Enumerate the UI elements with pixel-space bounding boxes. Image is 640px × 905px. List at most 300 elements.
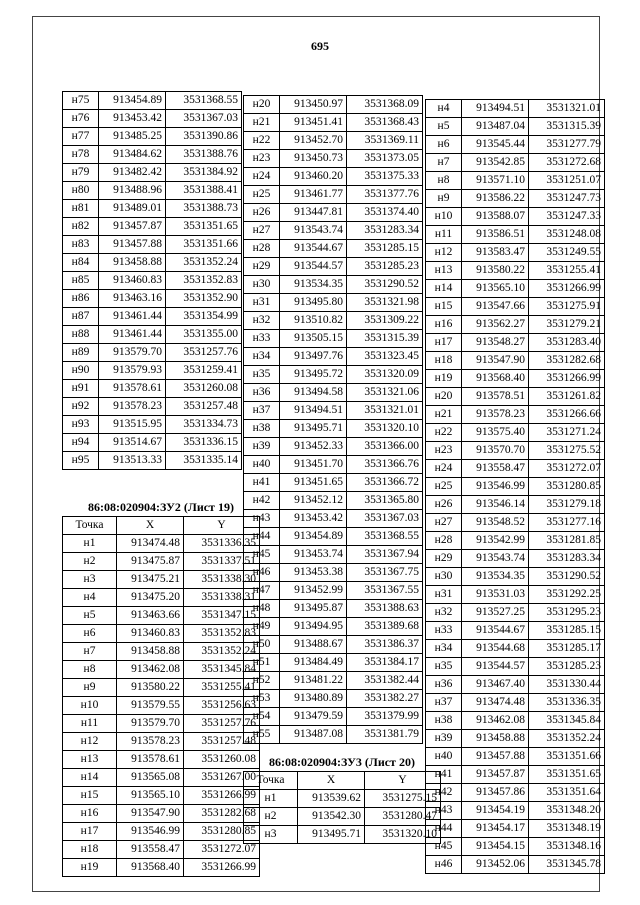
point-id-cell: н95 bbox=[63, 452, 99, 470]
point-id-cell: н92 bbox=[63, 398, 99, 416]
table-row bbox=[426, 856, 605, 874]
point-id-cell: н9 bbox=[426, 190, 462, 208]
x-coordinate-cell: 913485.25 bbox=[99, 128, 166, 146]
x-coordinate-cell: 913474.48 bbox=[117, 535, 184, 553]
point-id-cell: н37 bbox=[244, 402, 280, 420]
table-row bbox=[244, 600, 423, 618]
y-coordinate-cell: 3531352.83 bbox=[184, 625, 260, 643]
x-coordinate-cell: 913575.40 bbox=[462, 424, 529, 442]
table-row bbox=[63, 823, 260, 841]
y-coordinate-cell: 3531283.34 bbox=[529, 550, 605, 568]
point-id-cell: н15 bbox=[426, 298, 462, 316]
point-id-cell: н78 bbox=[63, 146, 99, 164]
table-row bbox=[244, 636, 423, 654]
y-coordinate-cell: 3531283.40 bbox=[529, 334, 605, 352]
y-coordinate-cell: 3531368.09 bbox=[347, 96, 423, 114]
point-id-cell: н22 bbox=[244, 132, 280, 150]
point-id-cell: н86 bbox=[63, 290, 99, 308]
table-row bbox=[426, 262, 605, 280]
table-row bbox=[426, 532, 605, 550]
point-id-cell: н32 bbox=[426, 604, 462, 622]
coordinates-table bbox=[243, 95, 423, 744]
y-coordinate-cell: 3531337.51 bbox=[184, 553, 260, 571]
page-number: 695 bbox=[311, 39, 329, 53]
x-coordinate-cell: 913484.62 bbox=[99, 146, 166, 164]
x-coordinate-cell: 913562.27 bbox=[462, 316, 529, 334]
point-id-cell: н84 bbox=[63, 254, 99, 272]
y-coordinate-cell: 3531285.15 bbox=[529, 622, 605, 640]
point-id-cell: н85 bbox=[63, 272, 99, 290]
x-coordinate-cell: 913580.22 bbox=[117, 679, 184, 697]
point-id-cell: н11 bbox=[426, 226, 462, 244]
x-coordinate-cell: 913531.03 bbox=[462, 586, 529, 604]
point-id-cell: н31 bbox=[244, 294, 280, 312]
y-coordinate-cell: 3531354.99 bbox=[166, 308, 242, 326]
x-coordinate-cell: 913495.71 bbox=[280, 420, 347, 438]
point-id-cell: н91 bbox=[63, 380, 99, 398]
y-coordinate-cell: 3531348.20 bbox=[529, 802, 605, 820]
point-id-cell: н7 bbox=[426, 154, 462, 172]
x-coordinate-cell: 913488.96 bbox=[99, 182, 166, 200]
point-id-cell: н18 bbox=[63, 841, 117, 859]
point-id-cell: н23 bbox=[244, 150, 280, 168]
y-coordinate-cell: 3531336.35 bbox=[529, 694, 605, 712]
table-row bbox=[244, 808, 441, 826]
table-row bbox=[244, 474, 423, 492]
coordinates-column-1 bbox=[62, 91, 260, 877]
x-coordinate-cell: 913460.83 bbox=[99, 272, 166, 290]
y-coordinate-cell: 3531368.55 bbox=[166, 92, 242, 110]
x-coordinate-cell: 913462.08 bbox=[117, 661, 184, 679]
table-row bbox=[244, 312, 423, 330]
table-row bbox=[63, 164, 242, 182]
point-id-cell: н80 bbox=[63, 182, 99, 200]
x-coordinate-cell: 913451.70 bbox=[280, 456, 347, 474]
point-id-cell: н31 bbox=[426, 586, 462, 604]
y-coordinate-cell: 3531347.15 bbox=[184, 607, 260, 625]
x-coordinate-cell: 913513.33 bbox=[99, 452, 166, 470]
table-row bbox=[244, 672, 423, 690]
point-id-cell: н42 bbox=[244, 492, 280, 510]
x-coordinate-cell: 913482.42 bbox=[99, 164, 166, 182]
point-id-cell: н34 bbox=[244, 348, 280, 366]
x-coordinate-cell: 913451.65 bbox=[280, 474, 347, 492]
y-coordinate-cell: 3531388.76 bbox=[166, 146, 242, 164]
y-coordinate-cell: 3531279.21 bbox=[529, 316, 605, 334]
y-coordinate-cell: 3531352.83 bbox=[166, 272, 242, 290]
table-row bbox=[426, 100, 605, 118]
x-coordinate-cell: 913544.67 bbox=[462, 622, 529, 640]
table-row bbox=[426, 694, 605, 712]
table-row bbox=[63, 146, 242, 164]
y-header: Y bbox=[184, 517, 260, 535]
table-row bbox=[426, 712, 605, 730]
y-coordinate-cell: 3531290.52 bbox=[529, 568, 605, 586]
point-id-cell: н17 bbox=[426, 334, 462, 352]
point-id-cell: н39 bbox=[244, 438, 280, 456]
y-coordinate-cell: 3531345.84 bbox=[184, 661, 260, 679]
point-id-cell: н19 bbox=[426, 370, 462, 388]
y-coordinate-cell: 3531351.66 bbox=[529, 748, 605, 766]
x-coordinate-cell: 913578.23 bbox=[462, 406, 529, 424]
x-coordinate-cell: 913578.51 bbox=[462, 388, 529, 406]
x-coordinate-cell: 913462.08 bbox=[462, 712, 529, 730]
point-id-cell: н8 bbox=[426, 172, 462, 190]
table-row bbox=[426, 118, 605, 136]
point-id-cell: н75 bbox=[63, 92, 99, 110]
table-row bbox=[244, 492, 423, 510]
table-row bbox=[244, 186, 423, 204]
y-coordinate-cell: 3531367.03 bbox=[347, 510, 423, 528]
point-id-cell: н5 bbox=[63, 607, 117, 625]
coordinates-table bbox=[62, 91, 242, 470]
point-id-cell: н33 bbox=[244, 330, 280, 348]
point-id-cell: н38 bbox=[426, 712, 462, 730]
table-row bbox=[426, 298, 605, 316]
point-id-cell: н83 bbox=[63, 236, 99, 254]
y-coordinate-cell: 3531351.65 bbox=[529, 766, 605, 784]
coordinates-column-2 bbox=[243, 95, 441, 844]
point-id-cell: н29 bbox=[426, 550, 462, 568]
table-row bbox=[244, 510, 423, 528]
y-coordinate-cell: 3531275.52 bbox=[529, 442, 605, 460]
point-id-cell: н47 bbox=[244, 582, 280, 600]
table-row bbox=[63, 362, 242, 380]
point-id-cell: н24 bbox=[244, 168, 280, 186]
coordinates-column-3 bbox=[425, 99, 605, 874]
table-row bbox=[63, 398, 242, 416]
x-coordinate-cell: 913475.21 bbox=[117, 571, 184, 589]
point-id-cell: н32 bbox=[244, 312, 280, 330]
x-coordinate-cell: 913505.15 bbox=[280, 330, 347, 348]
point-id-cell: н8 bbox=[63, 661, 117, 679]
y-coordinate-cell: 3531367.75 bbox=[347, 564, 423, 582]
table-row bbox=[244, 456, 423, 474]
x-coordinate-cell: 913579.70 bbox=[99, 344, 166, 362]
x-coordinate-cell: 913580.22 bbox=[462, 262, 529, 280]
point-header: Точка bbox=[244, 772, 298, 790]
x-coordinate-cell: 913527.25 bbox=[462, 604, 529, 622]
table-row bbox=[244, 790, 441, 808]
y-coordinate-cell: 3531351.65 bbox=[166, 218, 242, 236]
x-coordinate-cell: 913547.66 bbox=[462, 298, 529, 316]
x-coordinate-cell: 913467.40 bbox=[462, 676, 529, 694]
y-coordinate-cell: 3531382.44 bbox=[347, 672, 423, 690]
table-row bbox=[244, 96, 423, 114]
point-id-cell: н12 bbox=[426, 244, 462, 262]
x-coordinate-cell: 913586.51 bbox=[462, 226, 529, 244]
y-coordinate-cell: 3531367.94 bbox=[347, 546, 423, 564]
y-coordinate-cell: 3531315.39 bbox=[529, 118, 605, 136]
x-coordinate-cell: 913571.10 bbox=[462, 172, 529, 190]
x-coordinate-cell: 913454.89 bbox=[99, 92, 166, 110]
y-coordinate-cell: 3531389.68 bbox=[347, 618, 423, 636]
point-id-cell: н42 bbox=[426, 784, 462, 802]
x-coordinate-cell: 913475.87 bbox=[117, 553, 184, 571]
y-coordinate-cell: 3531295.23 bbox=[529, 604, 605, 622]
point-id-cell: н14 bbox=[426, 280, 462, 298]
x-coordinate-cell: 913461.77 bbox=[280, 186, 347, 204]
table-row bbox=[244, 826, 441, 844]
x-coordinate-cell: 913565.10 bbox=[117, 787, 184, 805]
y-coordinate-cell: 3531266.99 bbox=[184, 859, 260, 877]
x-coordinate-cell: 913454.15 bbox=[462, 838, 529, 856]
table-row bbox=[63, 535, 260, 553]
point-id-cell: н28 bbox=[244, 240, 280, 258]
table-row bbox=[63, 679, 260, 697]
y-coordinate-cell: 3531388.73 bbox=[166, 200, 242, 218]
table-header-row bbox=[63, 517, 260, 535]
table-row bbox=[63, 859, 260, 877]
y-coordinate-cell: 3531336.15 bbox=[166, 434, 242, 452]
table-row bbox=[63, 733, 260, 751]
y-coordinate-cell: 3531368.43 bbox=[347, 114, 423, 132]
table-row bbox=[244, 222, 423, 240]
y-coordinate-cell: 3531384.92 bbox=[166, 164, 242, 182]
x-coordinate-cell: 913457.86 bbox=[462, 784, 529, 802]
y-coordinate-cell: 3531281.85 bbox=[529, 532, 605, 550]
y-coordinate-cell: 3531292.25 bbox=[529, 586, 605, 604]
table-row bbox=[426, 838, 605, 856]
point-id-cell: н9 bbox=[63, 679, 117, 697]
x-coordinate-cell: 913494.58 bbox=[280, 384, 347, 402]
y-coordinate-cell: 3531260.08 bbox=[184, 751, 260, 769]
y-coordinate-cell: 3531285.17 bbox=[529, 640, 605, 658]
table-row bbox=[244, 168, 423, 186]
point-id-cell: н94 bbox=[63, 434, 99, 452]
x-coordinate-cell: 913579.93 bbox=[99, 362, 166, 380]
y-coordinate-cell: 3531365.80 bbox=[347, 492, 423, 510]
point-id-cell: н88 bbox=[63, 326, 99, 344]
y-coordinate-cell: 3531271.24 bbox=[529, 424, 605, 442]
section-title: 86:08:020904:ЗУ2 (Лист 19) bbox=[88, 500, 234, 514]
point-id-cell: н30 bbox=[244, 276, 280, 294]
point-id-cell: н34 bbox=[426, 640, 462, 658]
y-coordinate-cell: 3531320.10 bbox=[365, 826, 441, 844]
point-id-cell: н7 bbox=[63, 643, 117, 661]
y-coordinate-cell: 3531367.55 bbox=[347, 582, 423, 600]
y-coordinate-cell: 3531366.00 bbox=[347, 438, 423, 456]
table-row bbox=[426, 280, 605, 298]
y-coordinate-cell: 3531388.41 bbox=[166, 182, 242, 200]
x-coordinate-cell: 913568.40 bbox=[117, 859, 184, 877]
table-row bbox=[426, 766, 605, 784]
y-coordinate-cell: 3531309.22 bbox=[347, 312, 423, 330]
point-id-cell: н10 bbox=[426, 208, 462, 226]
point-id-cell: н36 bbox=[244, 384, 280, 402]
point-id-cell: н4 bbox=[426, 100, 462, 118]
point-id-cell: н51 bbox=[244, 654, 280, 672]
y-coordinate-cell: 3531272.68 bbox=[529, 154, 605, 172]
x-coordinate-cell: 913494.95 bbox=[280, 618, 347, 636]
table-row bbox=[426, 604, 605, 622]
x-header: X bbox=[298, 772, 365, 790]
y-coordinate-cell: 3531257.76 bbox=[166, 344, 242, 362]
point-id-cell: н12 bbox=[63, 733, 117, 751]
y-coordinate-cell: 3531321.06 bbox=[347, 384, 423, 402]
table-row bbox=[63, 452, 242, 470]
x-coordinate-cell: 913515.95 bbox=[99, 416, 166, 434]
table-row bbox=[426, 244, 605, 262]
x-coordinate-cell: 913475.20 bbox=[117, 589, 184, 607]
x-coordinate-cell: 913480.89 bbox=[280, 690, 347, 708]
x-coordinate-cell: 913489.01 bbox=[99, 200, 166, 218]
y-coordinate-cell: 3531257.48 bbox=[166, 398, 242, 416]
x-coordinate-cell: 913578.61 bbox=[99, 380, 166, 398]
x-coordinate-cell: 913542.30 bbox=[298, 808, 365, 826]
point-id-cell: н11 bbox=[63, 715, 117, 733]
table-row bbox=[63, 92, 242, 110]
point-id-cell: н2 bbox=[244, 808, 298, 826]
table-row bbox=[63, 182, 242, 200]
y-coordinate-cell: 3531377.76 bbox=[347, 186, 423, 204]
table-row bbox=[244, 618, 423, 636]
y-coordinate-cell: 3531282.68 bbox=[529, 352, 605, 370]
y-coordinate-cell: 3531381.79 bbox=[347, 726, 423, 744]
y-coordinate-cell: 3531285.23 bbox=[529, 658, 605, 676]
table-row bbox=[63, 110, 242, 128]
y-coordinate-cell: 3531272.07 bbox=[529, 460, 605, 478]
table-row bbox=[244, 690, 423, 708]
x-coordinate-cell: 913558.47 bbox=[117, 841, 184, 859]
y-coordinate-cell: 3531259.41 bbox=[166, 362, 242, 380]
coordinates-table bbox=[425, 99, 605, 874]
x-coordinate-cell: 913457.88 bbox=[462, 748, 529, 766]
table-row bbox=[63, 416, 242, 434]
point-id-cell: н36 bbox=[426, 676, 462, 694]
x-coordinate-cell: 913488.67 bbox=[280, 636, 347, 654]
point-id-cell: н87 bbox=[63, 308, 99, 326]
x-coordinate-cell: 913450.73 bbox=[280, 150, 347, 168]
point-id-cell: н1 bbox=[63, 535, 117, 553]
x-coordinate-cell: 913588.07 bbox=[462, 208, 529, 226]
y-coordinate-cell: 3531338.31 bbox=[184, 589, 260, 607]
x-coordinate-cell: 913495.80 bbox=[280, 294, 347, 312]
point-id-cell: н25 bbox=[244, 186, 280, 204]
y-coordinate-cell: 3531247.33 bbox=[529, 208, 605, 226]
x-coordinate-cell: 913458.88 bbox=[117, 643, 184, 661]
x-coordinate-cell: 913463.66 bbox=[117, 607, 184, 625]
y-coordinate-cell: 3531283.34 bbox=[347, 222, 423, 240]
x-coordinate-cell: 913579.70 bbox=[117, 715, 184, 733]
table-row bbox=[63, 841, 260, 859]
section-coordinates-table bbox=[243, 771, 441, 844]
point-id-cell: н89 bbox=[63, 344, 99, 362]
point-id-cell: н24 bbox=[426, 460, 462, 478]
y-coordinate-cell: 3531275.91 bbox=[529, 298, 605, 316]
table-row bbox=[63, 128, 242, 146]
y-coordinate-cell: 3531256.63 bbox=[184, 697, 260, 715]
y-coordinate-cell: 3531251.07 bbox=[529, 172, 605, 190]
x-coordinate-cell: 913495.72 bbox=[280, 366, 347, 384]
table-row bbox=[63, 787, 260, 805]
table-row bbox=[426, 334, 605, 352]
table-row bbox=[63, 625, 260, 643]
y-coordinate-cell: 3531348.19 bbox=[529, 820, 605, 838]
point-id-cell: н37 bbox=[426, 694, 462, 712]
y-coordinate-cell: 3531351.66 bbox=[166, 236, 242, 254]
table-row bbox=[426, 370, 605, 388]
point-id-cell: н19 bbox=[63, 859, 117, 877]
point-id-cell: н81 bbox=[63, 200, 99, 218]
x-coordinate-cell: 913565.08 bbox=[117, 769, 184, 787]
table-row bbox=[244, 366, 423, 384]
x-coordinate-cell: 913578.61 bbox=[117, 751, 184, 769]
table-row bbox=[244, 564, 423, 582]
x-coordinate-cell: 913565.10 bbox=[462, 280, 529, 298]
x-coordinate-cell: 913450.97 bbox=[280, 96, 347, 114]
y-coordinate-cell: 3531352.90 bbox=[166, 290, 242, 308]
table-row bbox=[426, 316, 605, 334]
point-id-cell: н2 bbox=[63, 553, 117, 571]
table-row bbox=[426, 748, 605, 766]
y-coordinate-cell: 3531348.16 bbox=[529, 838, 605, 856]
y-coordinate-cell: 3531280.85 bbox=[529, 478, 605, 496]
table-row bbox=[426, 676, 605, 694]
table-row bbox=[244, 546, 423, 564]
y-coordinate-cell: 3531272.07 bbox=[184, 841, 260, 859]
x-coordinate-cell: 913451.41 bbox=[280, 114, 347, 132]
point-id-cell: н41 bbox=[426, 766, 462, 784]
point-id-cell: н26 bbox=[426, 496, 462, 514]
y-coordinate-cell: 3531267.00 bbox=[184, 769, 260, 787]
table-row bbox=[244, 276, 423, 294]
y-coordinate-cell: 3531261.82 bbox=[529, 388, 605, 406]
point-id-cell: н41 bbox=[244, 474, 280, 492]
y-coordinate-cell: 3531279.18 bbox=[529, 496, 605, 514]
x-coordinate-cell: 913514.67 bbox=[99, 434, 166, 452]
table-row bbox=[244, 708, 423, 726]
y-coordinate-cell: 3531285.15 bbox=[347, 240, 423, 258]
point-id-cell: н82 bbox=[63, 218, 99, 236]
table-row bbox=[63, 272, 242, 290]
table-row bbox=[63, 661, 260, 679]
point-id-cell: н14 bbox=[63, 769, 117, 787]
x-coordinate-cell: 913460.20 bbox=[280, 168, 347, 186]
x-coordinate-cell: 913547.90 bbox=[117, 805, 184, 823]
point-id-cell: н6 bbox=[426, 136, 462, 154]
x-coordinate-cell: 913546.99 bbox=[117, 823, 184, 841]
y-coordinate-cell: 3531351.64 bbox=[529, 784, 605, 802]
x-coordinate-cell: 913568.40 bbox=[462, 370, 529, 388]
y-coordinate-cell: 3531369.11 bbox=[347, 132, 423, 150]
table-row bbox=[244, 582, 423, 600]
x-coordinate-cell: 913543.74 bbox=[280, 222, 347, 240]
x-coordinate-cell: 913474.48 bbox=[462, 694, 529, 712]
table-row bbox=[63, 218, 242, 236]
y-coordinate-cell: 3531345.78 bbox=[529, 856, 605, 874]
table-row bbox=[63, 254, 242, 272]
table-row bbox=[63, 326, 242, 344]
point-id-cell: н46 bbox=[426, 856, 462, 874]
point-id-cell: н53 bbox=[244, 690, 280, 708]
y-coordinate-cell: 3531280.47 bbox=[365, 808, 441, 826]
table-row bbox=[244, 294, 423, 312]
table-row bbox=[426, 622, 605, 640]
y-coordinate-cell: 3531379.99 bbox=[347, 708, 423, 726]
x-coordinate-cell: 913544.57 bbox=[280, 258, 347, 276]
y-coordinate-cell: 3531355.00 bbox=[166, 326, 242, 344]
x-coordinate-cell: 913497.76 bbox=[280, 348, 347, 366]
table-row bbox=[244, 150, 423, 168]
table-row bbox=[426, 424, 605, 442]
point-id-cell: н49 bbox=[244, 618, 280, 636]
point-id-cell: н20 bbox=[426, 388, 462, 406]
y-coordinate-cell: 3531330.44 bbox=[529, 676, 605, 694]
table-row bbox=[244, 402, 423, 420]
table-row bbox=[244, 528, 423, 546]
table-row bbox=[426, 514, 605, 532]
